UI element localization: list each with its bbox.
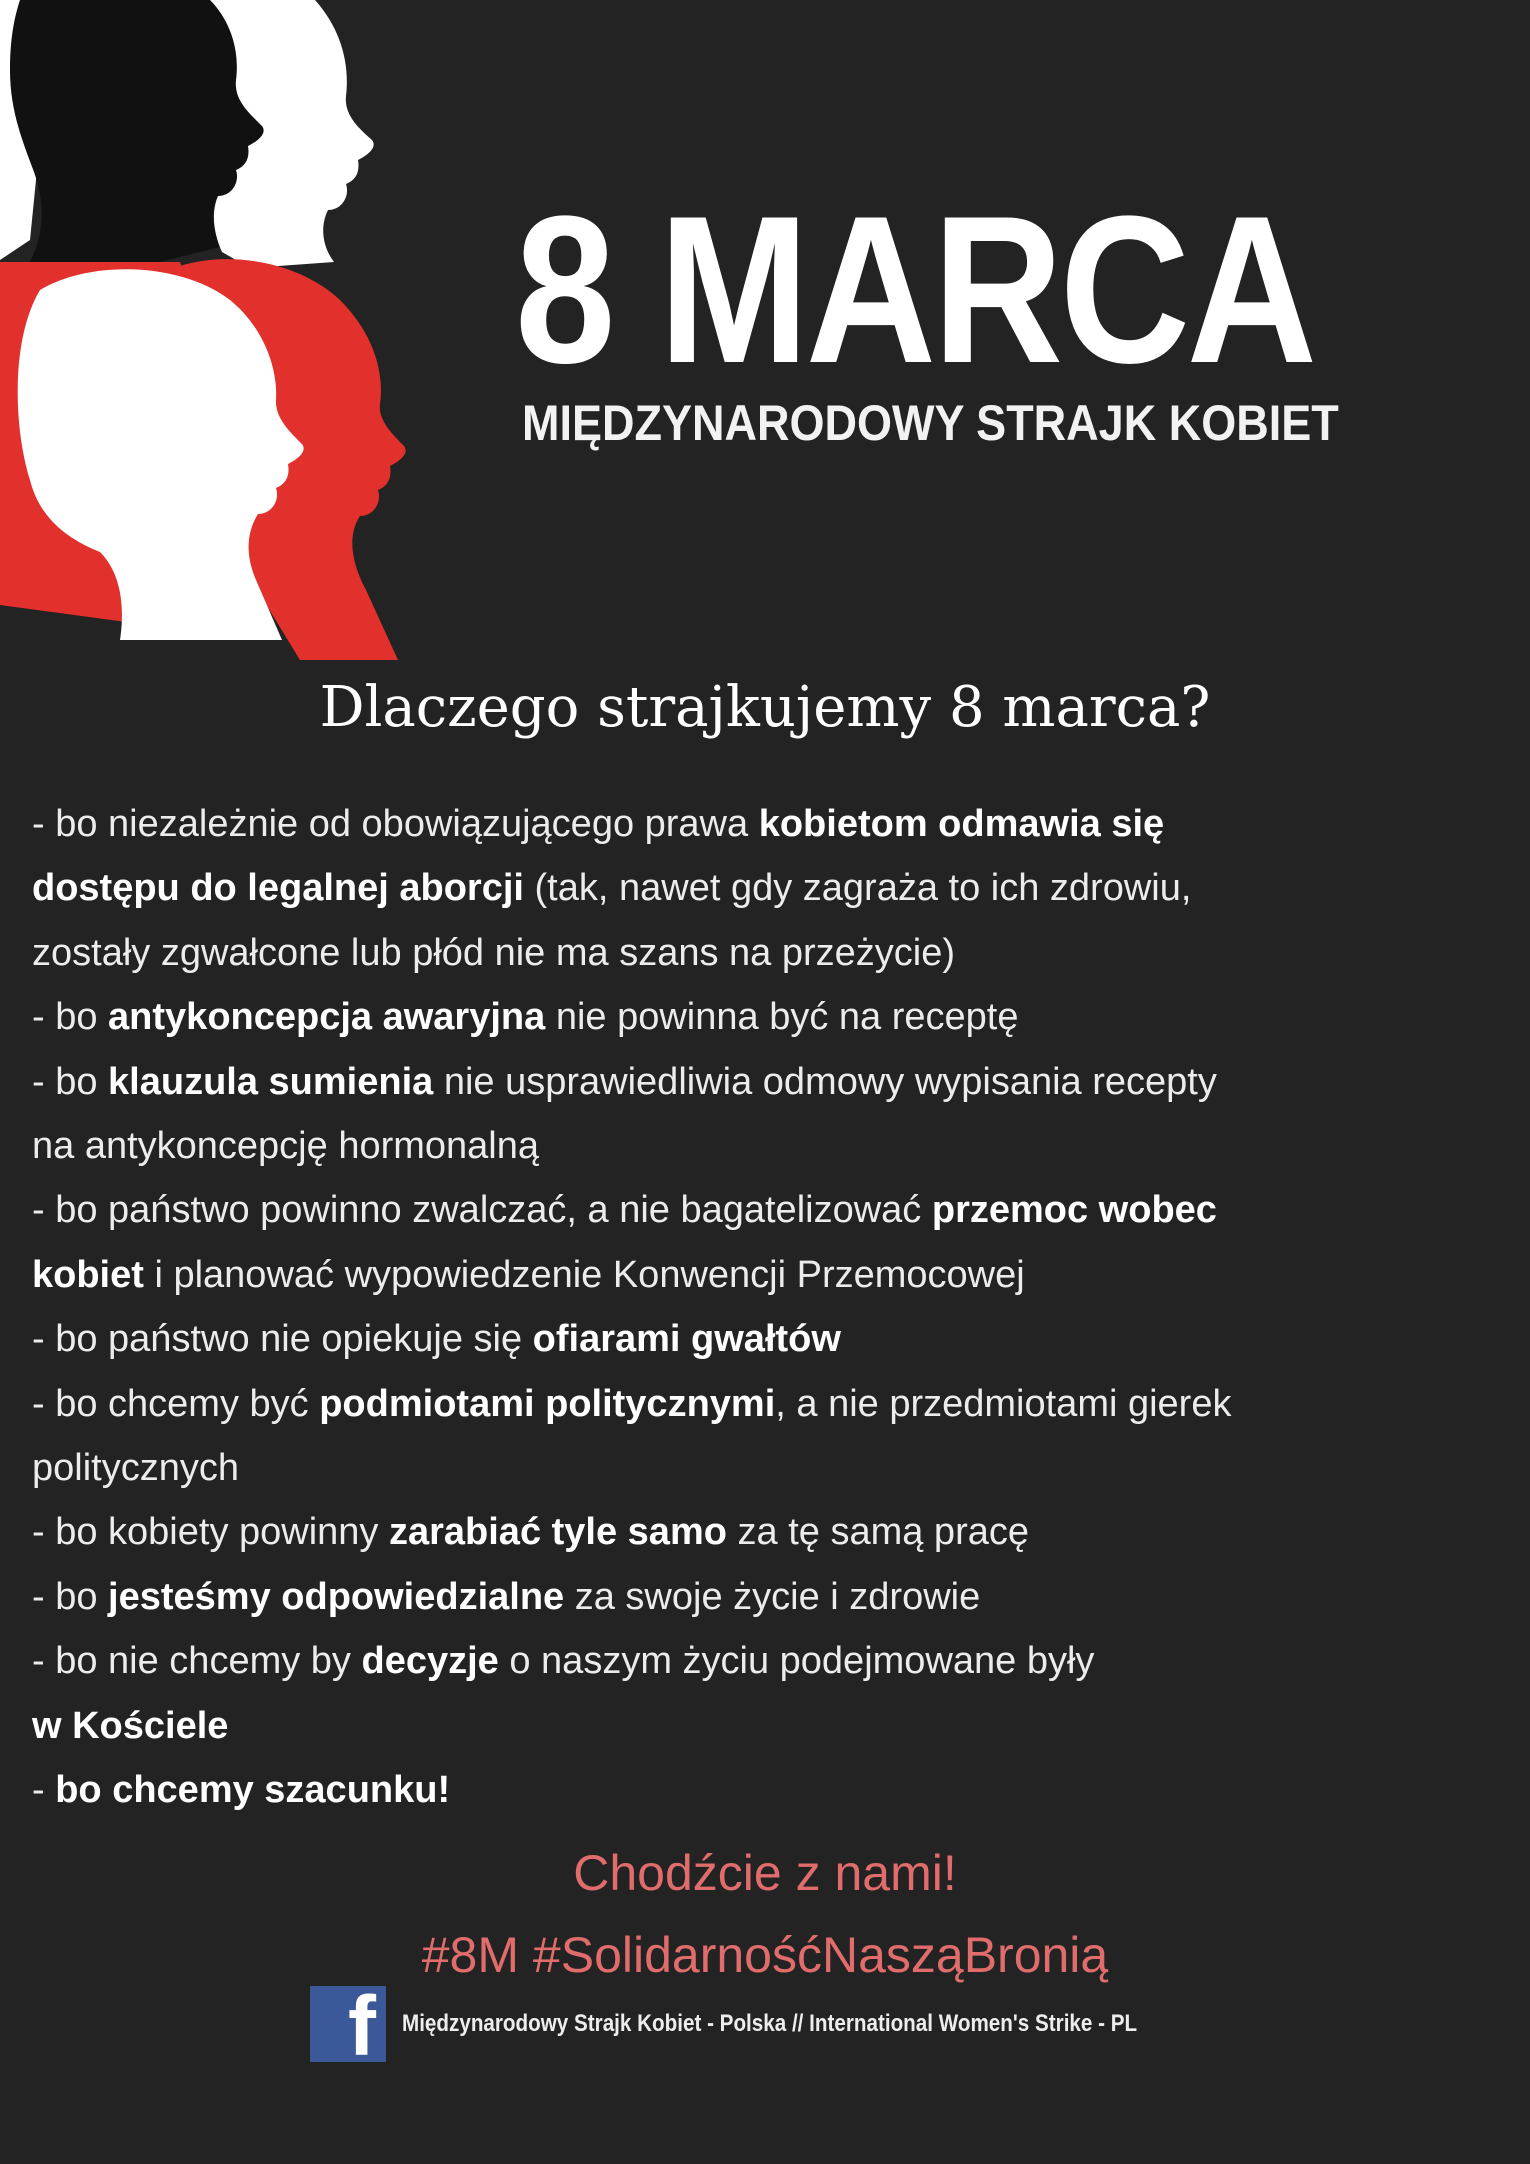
- reasons-list: [32, 792, 1507, 1823]
- reason-text: i planować wypowiedzenie Konwencji Przemocowej: [143, 1253, 1025, 1296]
- reason-text: zostały zgwałcone lub płód nie ma szans na przeżycie): [32, 931, 956, 974]
- reason-emphasis: w Kościele: [32, 1704, 229, 1747]
- reason-line: [32, 1758, 1507, 1822]
- reason-emphasis: klauzula sumienia: [108, 1060, 434, 1103]
- reason-emphasis: decyzje: [361, 1640, 499, 1683]
- reason-text: - bo niezależnie od obowiązującego prawa: [32, 803, 759, 845]
- reason-line: [32, 792, 1507, 856]
- reason-text: za swoje życie i zdrowie: [564, 1575, 981, 1618]
- reason-line: [32, 1243, 1507, 1307]
- hashtags: #8M #SolidarnośćNasząBronią: [421, 1927, 1109, 1983]
- reason-text: (tak, nawet gdy zagraża to ich zdrowiu,: [523, 867, 1192, 910]
- reason-line: [32, 856, 1507, 920]
- reason-text: - bo: [32, 996, 109, 1039]
- footer: [310, 1985, 1257, 2063]
- poster-title: 8 MARCA: [515, 172, 1314, 407]
- reason-line: [32, 985, 1507, 1049]
- reason-text: - bo: [32, 1575, 109, 1618]
- reason-emphasis: antykoncepcja awaryjna: [108, 996, 546, 1039]
- reason-line: [32, 1372, 1507, 1436]
- reason-text: na antykoncepcję hormonalną: [32, 1125, 540, 1168]
- reason-text: nie usprawiedliwia odmowy wypisania recepty: [433, 1060, 1217, 1103]
- reason-emphasis: bo chcemy szacunku!: [55, 1769, 451, 1812]
- reason-emphasis: jesteśmy odpowiedzialne: [108, 1575, 565, 1618]
- reason-line: [32, 1694, 1507, 1758]
- facebook-page-name[interactable]: Międzynarodowy Strajk Kobiet - Polska // International Women's Strike - PL: [402, 2010, 1138, 2037]
- reason-text: , a nie przedmiotami gierek: [775, 1382, 1232, 1425]
- reason-line: [32, 1500, 1507, 1564]
- reason-line: [32, 1436, 1507, 1500]
- women-silhouettes-graphic: [0, 0, 420, 670]
- reason-text: o naszym życiu podejmowane były: [498, 1640, 1095, 1683]
- reason-line: [32, 1629, 1507, 1693]
- poster-subtitle: MIĘDZYNARODOWY STRAJK KOBIET: [522, 395, 1339, 451]
- call-to-action: Chodźcie z nami!: [573, 1845, 957, 1901]
- reason-emphasis: podmiotami politycznymi: [319, 1382, 776, 1425]
- reason-emphasis: kobiet: [32, 1253, 144, 1296]
- facebook-icon-letter: f: [348, 1986, 376, 2062]
- question-heading: Dlaczego strajkujemy 8 marca?: [319, 675, 1211, 740]
- reason-line: [32, 1565, 1507, 1629]
- reason-text: - bo państwo powinno zwalczać, a nie bagatelizować: [32, 1189, 932, 1232]
- reason-text: - bo kobiety powinny: [32, 1511, 389, 1554]
- facebook-icon[interactable]: [310, 1986, 386, 2062]
- reason-emphasis: ofiarami gwałtów: [532, 1318, 841, 1361]
- reason-line: [32, 1178, 1507, 1242]
- reason-emphasis: przemoc wobec: [931, 1189, 1217, 1232]
- reason-line: [32, 921, 1507, 985]
- reason-emphasis: dostępu do legalnej aborcji: [32, 867, 524, 910]
- reason-emphasis: zarabiać tyle samo: [388, 1511, 727, 1554]
- reason-text: za tę samą pracę: [726, 1511, 1029, 1554]
- reason-text: - bo: [32, 1060, 109, 1103]
- reason-line: [32, 1307, 1507, 1371]
- reason-text: - bo państwo nie opiekuje się: [32, 1318, 533, 1361]
- reason-text: - bo chcemy być: [32, 1382, 320, 1425]
- reason-emphasis: kobietom odmawia się: [758, 803, 1165, 845]
- reason-text: -: [32, 1769, 56, 1812]
- reason-text: politycznych: [32, 1447, 239, 1490]
- reason-line: [32, 1050, 1507, 1114]
- reason-line: [32, 1114, 1507, 1178]
- reason-text: nie powinna być na receptę: [545, 996, 1019, 1039]
- reason-text: - bo nie chcemy by: [32, 1640, 362, 1683]
